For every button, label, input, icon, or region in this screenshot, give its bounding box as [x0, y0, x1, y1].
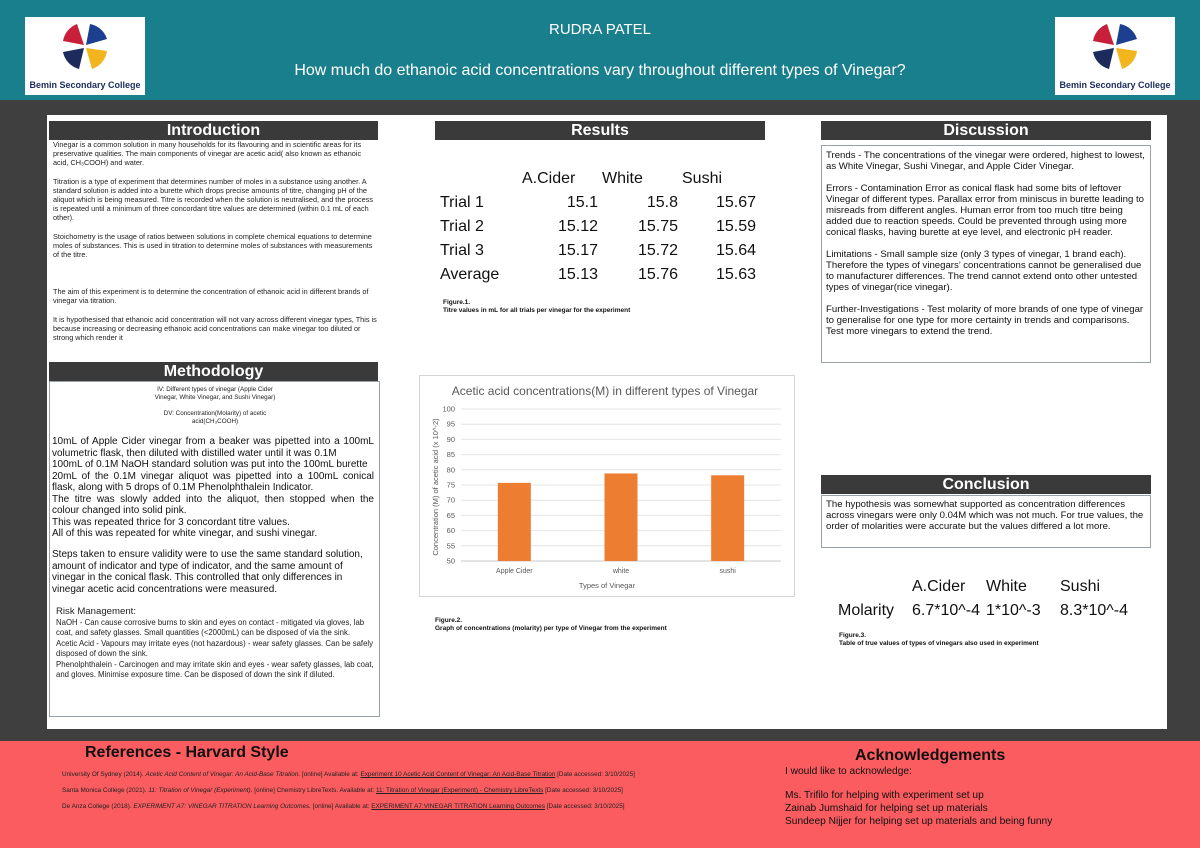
references-title: References - Harvard Style [85, 744, 289, 761]
reference-link[interactable]: 11: Titration of Vinegar (Experiment) - Chemistry LibreTexts [375, 787, 544, 794]
y-tick-label: 85 [446, 450, 455, 460]
y-tick-label: 55 [446, 541, 455, 551]
table-header-row [838, 575, 1142, 599]
y-tick-label: 75 [446, 480, 455, 490]
y-tick-label: 70 [446, 495, 455, 505]
logo-text: Bemin Secondary College [29, 80, 141, 90]
table-row [838, 599, 1142, 623]
table-cell: 15.64 [715, 242, 756, 259]
acknowledgement-item: Sundeep Nijjer for helping set up materials and being funny [785, 816, 1053, 827]
results-header: Results [435, 121, 765, 140]
research-question: How much do ethanoic acid concentrations vary throughout different types of Vinegar? [294, 62, 906, 79]
titre-table [440, 167, 760, 287]
y-tick-label: 100 [442, 404, 455, 414]
risk-item: Acetic Acid - Vapours may irritate eyes (not hazardous) - wear safety glasses. Can be safely disposed of down the sink. [56, 638, 374, 658]
discussion-limitations: Limitations - Small sample size (only 3 types of vinegar, 1 brand each). Therefore the types of vinegars’ concentrations cannot be generalised due to manufacturer differences. The trend cannot extend onto other untested types of vinegar(rice vinegar). [826, 249, 1142, 293]
risk-title: Risk Management: [56, 606, 136, 617]
row-label: Trial 2 [440, 218, 484, 235]
acknowledgements-title: Acknowledgements [855, 747, 1006, 764]
y-axis-label: Concentration (M) of acetic acid (x 10^-2) [431, 418, 440, 556]
discussion-header: Discussion [821, 121, 1151, 140]
table-cell: 15.12 [557, 218, 598, 235]
table-cell: 15.75 [637, 218, 678, 235]
method-step: 100mL of 0.1M NaOH standard solution was put into the 100mL burette [52, 459, 368, 470]
introduction-body [53, 140, 377, 342]
method-steps [52, 436, 374, 540]
college-emblem-icon [1089, 21, 1141, 73]
y-tick-label: 65 [446, 510, 455, 520]
table-header-row [440, 167, 760, 191]
method-step: The titre was slowly added into the aliquot, then stopped when the colour changed into solid pink. [52, 493, 374, 516]
table-cell: 1*10^-3 [986, 602, 1041, 619]
table-cell: 15.72 [637, 242, 678, 259]
figure-description: Table of true values of types of vinegars also used in experiment [839, 640, 1039, 647]
y-tick-label: 60 [446, 526, 455, 536]
table-cell: 15.1 [566, 194, 598, 211]
methodology-header: Methodology [49, 362, 378, 381]
reference-item: De Anza College (2018). EXPERIMENT A7: VINEGAR TITRATION Learning Outcomes. [online] Available at: EXPERIMENT A7:VINEGAR TITRATION Learning Outcomes [Date accessed: 3/10/2025] [62, 803, 625, 810]
method-step: This was repeated thrice for 3 concordant titre values. [52, 516, 290, 528]
bar-apple-cider [498, 483, 531, 561]
column-header: White [602, 170, 643, 187]
bar-sushi [711, 475, 744, 561]
table-cell: 15.76 [637, 266, 678, 283]
intro-aim: The aim of this experiment is to determine the concentration of ethanoic acid in different brands of vinegar via titration. [53, 287, 369, 306]
intro-paragraph: Stoichometry is the usage of ratios between solutions in complete chemical equations to determine moles of substances. This is used in titration to determine moles of substances with measurements of the titre. [53, 231, 373, 260]
figure-description: Graph of concentrations (molarity) per type of Vinegar from the experiment [435, 625, 667, 632]
school-logo-right [1055, 17, 1175, 95]
figure-description: Titre values in mL for all trials per vinegar for the experiment [443, 307, 631, 314]
molarity-table [838, 575, 1142, 623]
figure-2-caption [435, 617, 735, 633]
bar-white [605, 473, 638, 561]
method-step: 20mL of the 0.1M vinegar aliquot was pipetted into a 100mL conical flask, along with 5 drops of 0.1M Phenolphthalein Indicator. [52, 470, 374, 493]
logo-text: Bemin Secondary College [1059, 80, 1171, 90]
chart-title: Acetic acid concentrations(M) in different types of Vinegar [451, 384, 759, 398]
row-label: Trial 3 [440, 242, 484, 259]
figure-1-caption [443, 299, 743, 315]
y-tick-label: 95 [446, 419, 455, 429]
independent-variable: IV: Different types of vinegar (Apple Cider Vinegar, White Vinegar, and Sushi Vinegar) [154, 386, 276, 401]
x-tick-label: Apple Cider [496, 568, 533, 575]
acknowledgements-intro: I would like to acknowledge: [785, 766, 912, 777]
y-tick-label: 50 [446, 556, 455, 566]
table-cell: 15.67 [715, 194, 756, 211]
table-row [440, 263, 760, 287]
risk-item: NaOH - Can cause corrosive burns to skin and eyes on contact - mitigated via gloves, lab coat, and safety glasses. Small quantities (<2000mL) can be disposed of via the sink. [56, 617, 365, 637]
figure-label: Figure.3. [839, 632, 867, 639]
column-header: White [986, 578, 1027, 595]
method-step: All of this was repeated for white vinegar, and sushi vinegar. [52, 528, 318, 539]
column-header: A.Cider [912, 578, 966, 595]
column-header: Sushi [1060, 578, 1101, 595]
conclusion-text: The hypothesis was somewhat supported as concentration differences across vinegars were only 0.04M which was not much. For true values, the order of molarities were accurate but the values differed a lot more. [826, 499, 1144, 532]
y-tick-label: 80 [446, 465, 455, 475]
table-cell: 6.7*10^-4 [912, 602, 980, 619]
reference-link[interactable]: Experiment 10 Acetic Acid Content of Vinegar: An Acid-Base Titration [360, 771, 556, 778]
discussion-trends: Trends - The concentrations of the vinegar were ordered, highest to lowest, as White Vinegar, Sushi Vinegar, and Apple Cider Vinegar. [826, 150, 1145, 172]
introduction-header: Introduction [49, 121, 378, 140]
table-cell: 15.13 [557, 266, 598, 283]
dependent-variable: DV: Concentration(Molarity) of acetic acid(CH₃COOH) [163, 410, 267, 425]
intro-paragraph: Vinegar is a common solution in many households for its flavouring and in scientific areas for its preservative qualities. The main components of vinegar are acetic acid( also known as ethanoic acid, CH₃COOH) and water. [53, 140, 362, 168]
table-cell: 15.59 [715, 218, 756, 235]
validity-text: Steps taken to ensure validity were to use the same standard solution, amount of indicator and type of indicator, and the same amount of vinegar in the conical flask. This controlled that only differences in vinegar acetic acid concentrations were measured. [52, 549, 363, 595]
reference-item: University Of Sydney (2014). Acetic Acid Content of Vinegar: An Acid-Base Titration. [online] Available at: Experiment 10 Acetic Acid Content of Vinegar: An Acid-Base Titration [Date accessed: 3/10/2025] [62, 771, 635, 778]
risk-management [56, 607, 374, 681]
header-banner [0, 0, 1200, 100]
x-tick-label: white [612, 568, 630, 575]
discussion-errors: Errors - Contamination Error as conical flask had some bits of leftover Vinegar of different types. Parallax error from miniscus in burette leading to misreads from different angles. Human error from too much titre being added due to reaction speeds. Could be prevented through using more conical flasks, having burette at eye level, and electronic pH reader. [826, 183, 1144, 238]
acknowledgement-item: Zainab Jumshaid for helping set up materials [785, 803, 988, 814]
author-name: RUDRA PATEL [549, 21, 651, 38]
footer-band [0, 741, 1200, 848]
row-label: Average [440, 266, 500, 283]
x-tick-label: sushi [719, 568, 736, 575]
reference-link[interactable]: EXPERIMENT A7:VINEGAR TITRATION Learning Outcomes [371, 803, 545, 810]
x-axis-label: Types of Vinegar [578, 581, 636, 590]
table-cell: 15.63 [715, 266, 756, 283]
table-row [440, 239, 760, 263]
table-cell: 15.8 [646, 194, 678, 211]
intro-paragraph: Titration is a type of experiment that determines number of moles in a substance using another. A standard solution is added into a burette which drops precise amounts of titre, changing pH of the aliquot which is being measured. Titre is recorded when the solution is neutralised, and the process is repeated until a minimum of three concordant titre values are determined (within 0.1 mL of each other). [53, 176, 374, 223]
column-header: Sushi [682, 170, 723, 187]
row-label: Trial 1 [440, 194, 484, 211]
method-step: 10mL of Apple Cider vinegar from a beaker was pipetted into a 100mL volumetric flask, then diluted with distilled water until it was 0.1M [52, 436, 374, 459]
figure-label: Figure.2. [435, 617, 463, 624]
discussion-body [826, 150, 1148, 337]
acknowledgement-item: Ms. Trifilo for helping with experiment set up [785, 790, 984, 801]
table-cell: 15.17 [557, 242, 598, 259]
table-row [440, 215, 760, 239]
discussion-further: Further-Investigations - Test molarity of more brands of one type of vinegar to generalise for one type for more certainty in trends and comparisons. Test more vinegars to extend the trend. [826, 304, 1144, 337]
figure-label: Figure.1. [443, 299, 471, 306]
y-tick-label: 90 [446, 434, 455, 444]
table-cell: 8.3*10^-4 [1060, 602, 1128, 619]
row-label: Molarity [838, 602, 895, 619]
conclusion-header: Conclusion [821, 475, 1151, 494]
column-header: A.Cider [522, 170, 576, 187]
reference-item: Santa Monica College (2021). 11: Titration of Vinegar (Experiment). [online] Chemistry LibreTexts. Available at: 11: Titration of Vinegar (Experiment) - Chemistry LibreTexts [Date accessed: 3/10/2025] [62, 787, 623, 794]
table-row [440, 191, 760, 215]
intro-hypothesis: It is hypothesised that ethanoic acid concentration will not vary across different vinegar types, This is because increasing or decreasing ethanoic acid concentrations can make vinegar too diluted or strong which render it [53, 314, 377, 343]
concentration-bar-chart [419, 375, 795, 597]
figure-3-caption [839, 632, 1139, 648]
risk-item: Phenolphthalein - Carcinogen and may irritate skin and eyes - wear safety glasses, lab coat, and gloves. Minimise exposure time. Can be disposed of down the sink if diluted. [56, 659, 374, 679]
